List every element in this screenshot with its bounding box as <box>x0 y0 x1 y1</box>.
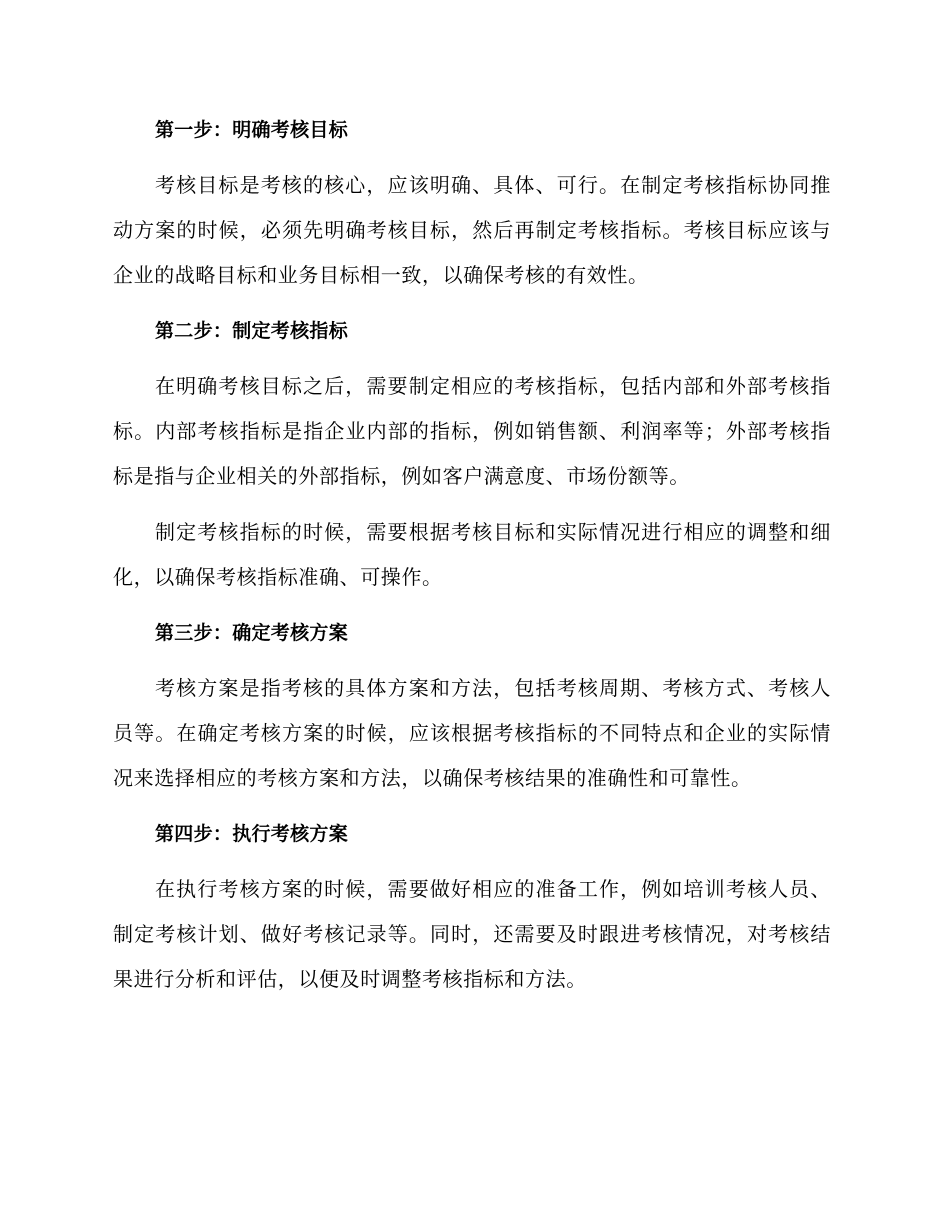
section-heading: 第二步：制定考核指标 <box>155 320 349 342</box>
section-step-3 <box>113 611 831 801</box>
section-heading: 第一步：明确考核目标 <box>155 119 349 141</box>
body-paragraph: 制定考核指标的时候，需要根据考核目标和实际情况进行相应的调整和细化，以确保考核指标准确、可操作。 <box>113 520 831 589</box>
section-heading: 第三步：确定考核方案 <box>155 622 349 644</box>
section-step-1 <box>113 108 831 298</box>
body-paragraph: 在明确考核目标之后，需要制定相应的考核指标，包括内部和外部考核指标。内部考核指标是指企业内部的指标，例如销售额、利润率等；外部考核指标是指与企业相关的外部指标，例如客户满意度、市场份额等。 <box>113 374 831 488</box>
section-heading: 第四步：执行考核方案 <box>155 823 349 845</box>
body-paragraph: 考核目标是考核的核心，应该明确、具体、可行。在制定考核指标协同推动方案的时候，必须先明确考核目标，然后再制定考核指标。考核目标应该与企业的战略目标和业务目标相一致，以确保考核的有效性。 <box>113 173 831 287</box>
section-step-4 <box>113 812 831 1002</box>
body-paragraph: 在执行考核方案的时候，需要做好相应的准备工作，例如培训考核人员、制定考核计划、做好考核记录等。同时，还需要及时跟进考核情况，对考核结果进行分析和评估，以便及时调整考核指标和方法。 <box>113 877 831 991</box>
document-page <box>113 108 831 1013</box>
body-paragraph: 考核方案是指考核的具体方案和方法，包括考核周期、考核方式、考核人员等。在确定考核方案的时候，应该根据考核指标的不同特点和企业的实际情况来选择相应的考核方案和方法，以确保考核结果的准确性和可靠性。 <box>113 676 831 790</box>
section-step-2 <box>113 309 831 600</box>
